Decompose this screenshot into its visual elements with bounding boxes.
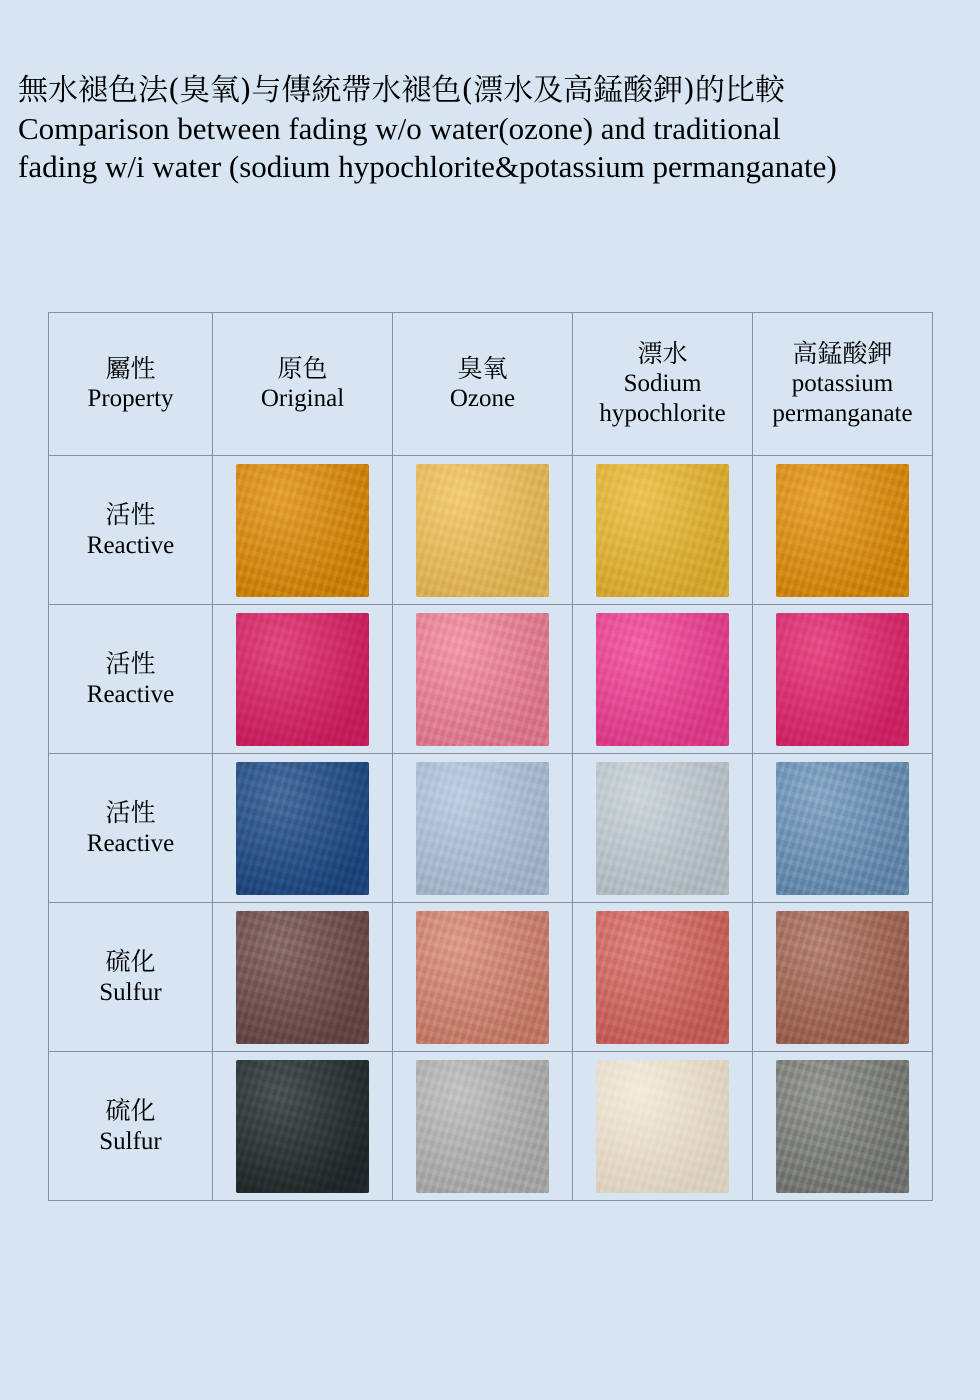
column-header-ozone bbox=[393, 313, 573, 456]
title-line-chinese: 無水褪色法(臭氧)与傳統帶水褪色(漂水及高錳酸鉀)的比較 bbox=[18, 73, 785, 108]
fabric-swatch bbox=[416, 1060, 549, 1193]
fabric-swatch bbox=[596, 613, 729, 746]
fabric-swatch bbox=[776, 613, 909, 746]
row-property-cjk: 硫化 bbox=[105, 946, 156, 976]
row-property-cjk: 硫化 bbox=[105, 1095, 156, 1125]
swatch-cell-3-potassium-permanganate bbox=[753, 903, 933, 1052]
fabric-swatch bbox=[236, 911, 369, 1044]
fabric-swatch bbox=[416, 762, 549, 895]
swatch-cell-4-ozone bbox=[393, 1052, 573, 1201]
swatch-cell-4-original bbox=[213, 1052, 393, 1201]
swatch-cell-1-ozone bbox=[393, 605, 573, 754]
swatch-cell-0-potassium-permanganate bbox=[753, 456, 933, 605]
column-header-potassium-permanganate-en-2: permanganate bbox=[772, 400, 913, 427]
fabric-swatch bbox=[596, 911, 729, 1044]
column-header-original-cjk: 原色 bbox=[277, 354, 328, 383]
row-property-cjk: 活性 bbox=[105, 648, 156, 678]
table-header-row bbox=[49, 313, 933, 456]
column-header-property bbox=[49, 313, 213, 456]
fabric-swatch bbox=[416, 464, 549, 597]
fabric-swatch bbox=[236, 464, 369, 597]
fabric-swatch bbox=[416, 911, 549, 1044]
title-line-english-2: fading w/i water (sodium hypochlorite&potassium permanganate) bbox=[18, 149, 837, 185]
swatch-cell-1-potassium-permanganate bbox=[753, 605, 933, 754]
swatch-cell-1-original bbox=[213, 605, 393, 754]
table-row bbox=[49, 605, 933, 754]
column-header-sodium-hypochlorite-en-2: hypochlorite bbox=[599, 400, 726, 427]
row-property-en: Sulfur bbox=[99, 979, 162, 1006]
fabric-swatch bbox=[776, 762, 909, 895]
row-property-en: Reactive bbox=[86, 830, 175, 857]
row-property-en: Reactive bbox=[86, 532, 175, 559]
swatch-cell-3-ozone bbox=[393, 903, 573, 1052]
column-header-original bbox=[213, 313, 393, 456]
fabric-swatch bbox=[236, 613, 369, 746]
column-header-property-en: Property bbox=[87, 385, 174, 412]
swatch-cell-2-potassium-permanganate bbox=[753, 754, 933, 903]
column-header-potassium-permanganate bbox=[753, 313, 933, 456]
row-property-en: Reactive bbox=[86, 681, 175, 708]
column-header-sodium-hypochlorite bbox=[573, 313, 753, 456]
swatch-cell-4-sodium-hypochlorite bbox=[573, 1052, 753, 1201]
table-row bbox=[49, 903, 933, 1052]
column-header-ozone-cjk: 臭氧 bbox=[457, 354, 508, 383]
swatch-cell-2-ozone bbox=[393, 754, 573, 903]
column-header-property-cjk: 屬性 bbox=[105, 354, 156, 383]
row-property-cjk: 活性 bbox=[105, 499, 156, 529]
row-property-4 bbox=[49, 1052, 213, 1201]
column-header-potassium-permanganate-en-1: potassium bbox=[791, 370, 894, 397]
fabric-swatch bbox=[416, 613, 549, 746]
fabric-swatch bbox=[236, 762, 369, 895]
row-property-2 bbox=[49, 754, 213, 903]
table-row bbox=[49, 754, 933, 903]
row-property-cjk: 活性 bbox=[105, 797, 156, 827]
fabric-swatch bbox=[776, 464, 909, 597]
row-property-3 bbox=[49, 903, 213, 1052]
fabric-swatch bbox=[596, 464, 729, 597]
row-property-1 bbox=[49, 605, 213, 754]
row-property-0 bbox=[49, 456, 213, 605]
fabric-swatch bbox=[596, 1060, 729, 1193]
swatch-cell-1-sodium-hypochlorite bbox=[573, 605, 753, 754]
swatch-cell-3-original bbox=[213, 903, 393, 1052]
swatch-cell-2-sodium-hypochlorite bbox=[573, 754, 753, 903]
swatch-cell-0-sodium-hypochlorite bbox=[573, 456, 753, 605]
column-header-sodium-hypochlorite-en-1: Sodium bbox=[623, 370, 702, 397]
swatch-cell-4-potassium-permanganate bbox=[753, 1052, 933, 1201]
fabric-swatch bbox=[596, 762, 729, 895]
table-row bbox=[49, 456, 933, 605]
fabric-swatch bbox=[776, 911, 909, 1044]
swatch-cell-2-original bbox=[213, 754, 393, 903]
page-title bbox=[18, 72, 968, 187]
fabric-swatch bbox=[236, 1060, 369, 1193]
column-header-potassium-permanganate-cjk: 高錳酸鉀 bbox=[792, 339, 893, 368]
comparison-table bbox=[48, 312, 933, 1201]
column-header-ozone-en: Ozone bbox=[449, 385, 516, 412]
table-row bbox=[49, 1052, 933, 1201]
title-line-english-1: Comparison between fading w/o water(ozone) and traditional bbox=[18, 110, 781, 146]
swatch-cell-3-sodium-hypochlorite bbox=[573, 903, 753, 1052]
row-property-en: Sulfur bbox=[99, 1128, 162, 1155]
column-header-original-en: Original bbox=[260, 385, 345, 412]
fabric-swatch bbox=[776, 1060, 909, 1193]
column-header-sodium-hypochlorite-cjk: 漂水 bbox=[637, 339, 688, 368]
swatch-cell-0-original bbox=[213, 456, 393, 605]
swatch-cell-0-ozone bbox=[393, 456, 573, 605]
